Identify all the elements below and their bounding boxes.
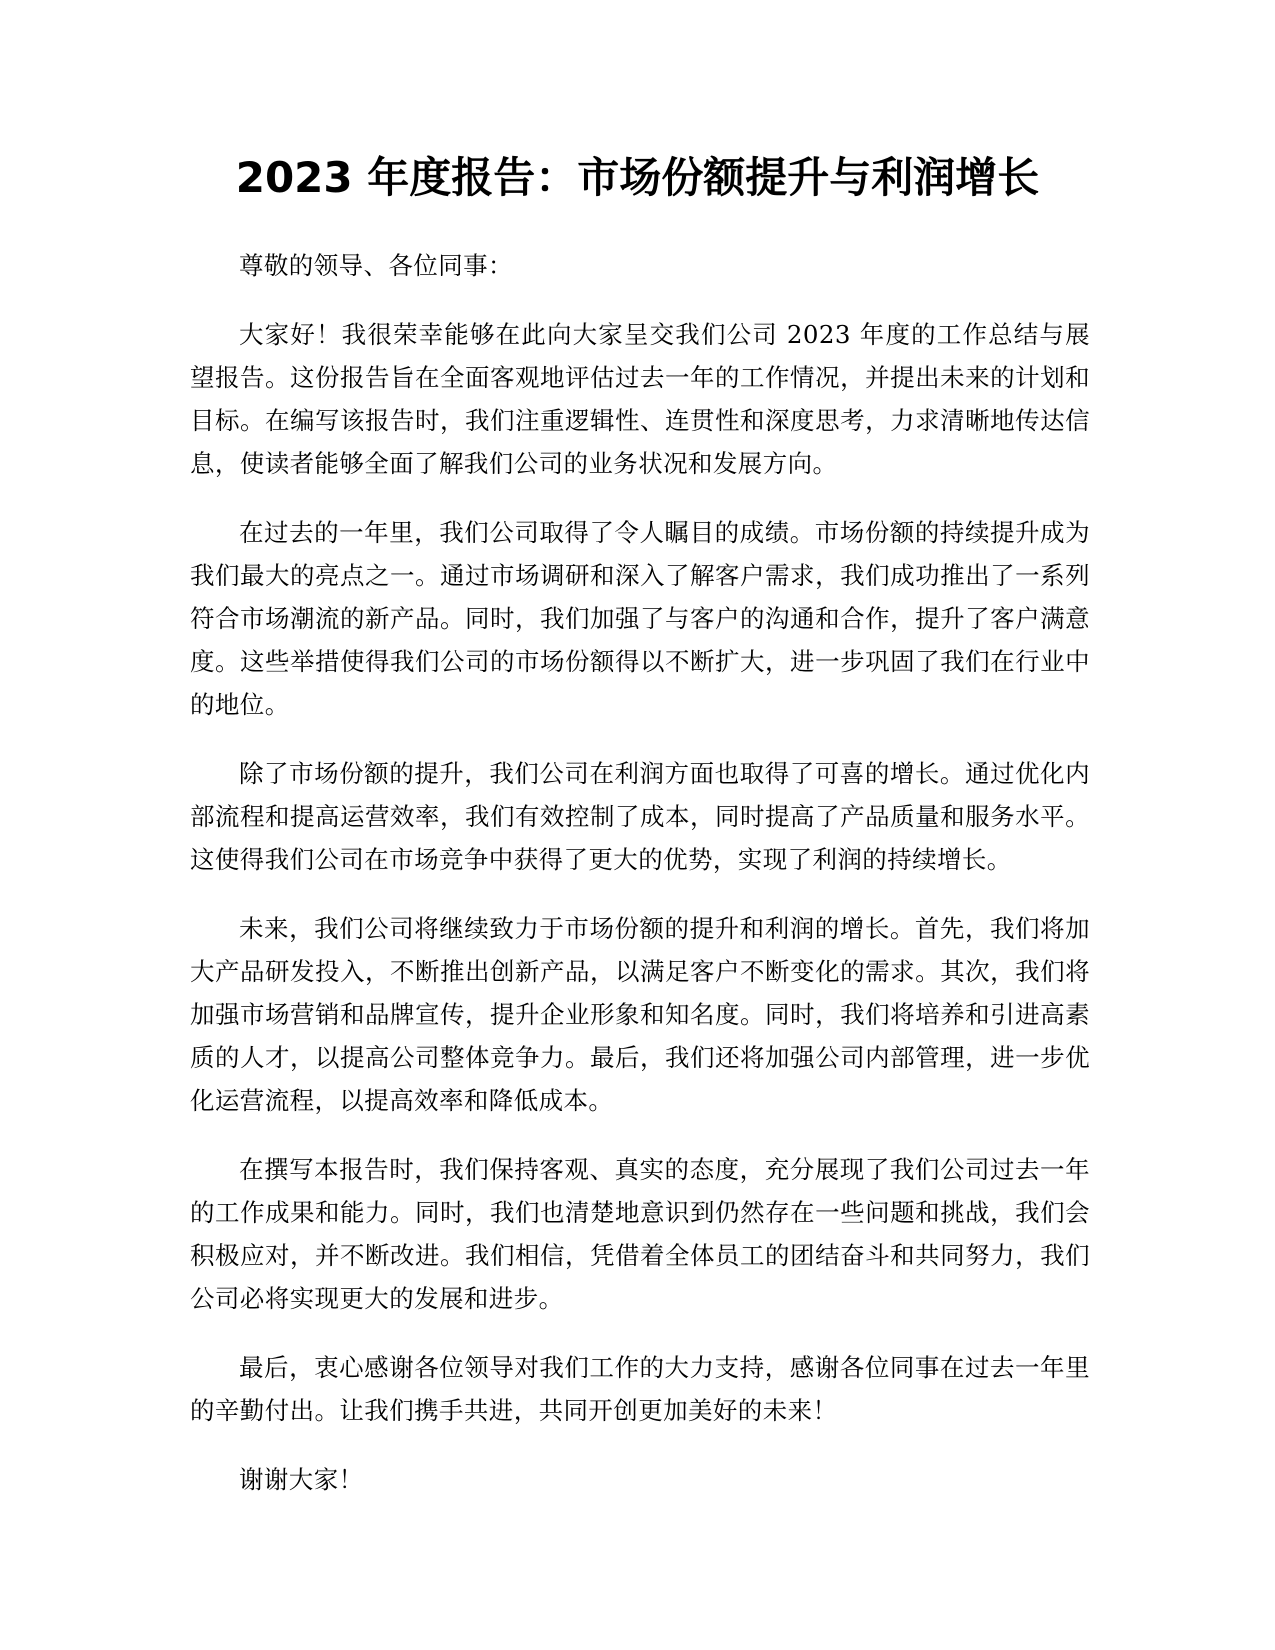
intro-paragraph: 大家好！我很荣幸能够在此向大家呈交我们公司 2023 年度的工作总结与展望报告。这份报告旨在全面客观地评估过去一年的工作情况，并提出未来的计划和目标。在编写该报告时，我们注重逻辑性、连贯性和深度思考，力求清晰地传达信息，使读者能够全面了解我们公司的业务状况和发展方向。 [190, 320, 1090, 478]
closing-paragraph: 谢谢大家！ [239, 1465, 364, 1494]
achievements-paragraph: 在过去的一年里，我们公司取得了令人瞩目的成绩。市场份额的持续提升成为我们最大的亮点之一。通过市场调研和深入了解客户需求，我们成功推出了一系列符合市场潮流的新产品。同时，我们加强了与客户的沟通和合作，提升了客户满意度。这些举措使得我们公司的市场份额得以不断扩大，进一步巩固了我们在行业中的地位。 [190, 518, 1090, 719]
reflection-paragraph: 在撰写本报告时，我们保持客观、真实的态度，充分展现了我们公司过去一年的工作成果和能力。同时，我们也清楚地意识到仍然存在一些问题和挑战，我们会积极应对，并不断改进。我们相信，凭借着全体员工的团结奋斗和共同努力，我们公司必将实现更大的发展和进步。 [190, 1155, 1090, 1313]
profit-paragraph: 除了市场份额的提升，我们公司在利润方面也取得了可喜的增长。通过优化内部流程和提高运营效率，我们有效控制了成本，同时提高了产品质量和服务水平。这使得我们公司在市场竞争中获得了更大的优势，实现了利润的持续增长。 [190, 759, 1090, 874]
document-title: 2023 年度报告：市场份额提升与利润增长 [235, 153, 1040, 202]
future-plans-paragraph: 未来，我们公司将继续致力于市场份额的提升和利润的增长。首先，我们将加大产品研发投入，不断推出创新产品，以满足客户不断变化的需求。其次，我们将加强市场营销和品牌宣传，提升企业形象和知名度。同时，我们将培养和引进高素质的人才，以提高公司整体竞争力。最后，我们还将加强公司内部管理，进一步优化运营流程，以提高效率和降低成本。 [190, 914, 1090, 1115]
document-body [190, 244, 1090, 1527]
salutation-paragraph: 尊敬的领导、各位同事： [239, 251, 513, 280]
thanks-paragraph: 最后，衷心感谢各位领导对我们工作的大力支持，感谢各位同事在过去一年里的辛勤付出。让我们携手共进，共同开创更加美好的未来！ [190, 1353, 1090, 1425]
